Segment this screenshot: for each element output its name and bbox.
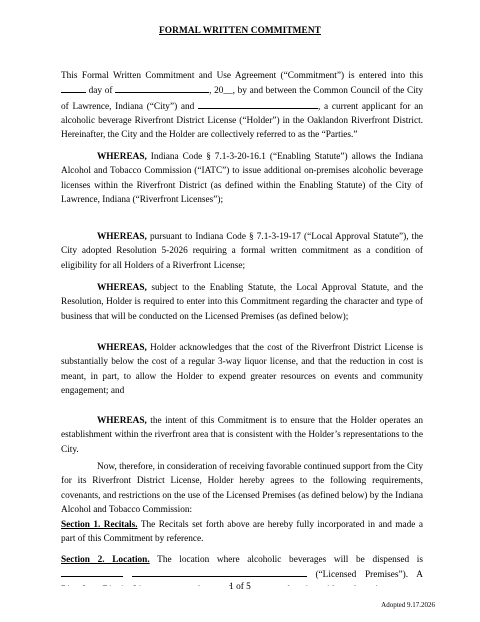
whereas-paragraph-2: [61, 230, 423, 273]
day-blank: [61, 83, 86, 93]
whereas-paragraph-3: [61, 281, 423, 324]
holder-name-blank: [198, 99, 318, 109]
document-title: FORMAL WRITTEN COMMITMENT: [159, 26, 321, 36]
month-blank: [115, 83, 209, 93]
whereas-text: subject to the Enabling Statute, the Local Approval Statute, and the Resolution, Holder is required to enter into this Commitment regarding the character and type of business that will be conducted on the Licensed Premises (as defined below);: [61, 283, 423, 322]
whereas-text: the intent of this Commitment is to ensure that the Holder operates an establishment within the riverfront area that is consistent with the Holder’s representations to the City.: [61, 416, 423, 455]
whereas-lead: WHEREAS,: [97, 152, 147, 162]
intro-paragraph: [61, 69, 423, 142]
intro-text-c: , 20__, by and between the Common Council of the City of Lawrence, Indiana (“City”) and: [61, 86, 424, 112]
section-2-text-a: The location where alcoholic beverages will be dispensed is: [149, 555, 423, 565]
intro-text-a: This Formal Written Commitment and Use Agreement (“Commitment”) is entered into this: [61, 71, 423, 81]
location-blank-1: [61, 567, 123, 577]
section-1-text: The Recitals set forth above are hereby fully incorporated in and made a part of this Commitment by reference.: [61, 520, 423, 545]
whereas-paragraph-4: [61, 341, 423, 398]
section-1-paragraph: [61, 518, 423, 547]
whereas-lead: WHEREAS,: [97, 343, 147, 353]
section-2-heading: Section 2. Location.: [61, 555, 150, 565]
whereas-text: pursuant to Indiana Code § 7.1-3-19-17 (“Local Approval Statute”), the City adopted Resolution 5-2026 requiring a formal written commitment as a condition of eligibility for all Holders of a Riverfront License;: [61, 232, 423, 271]
whereas-lead: WHEREAS,: [97, 283, 147, 293]
now-therefore-paragraph: Now, therefore, in consideration of receiving favorable continued support from the City for its Riverfront District License, Holder hereby agrees to the following requirements, covenants, and restrictions on the use of the Licensed Premises (as defined below) by the Indiana Alcohol and Tobacco Commission:: [61, 462, 423, 515]
adopted-date: Adopted 9.17.2026: [381, 601, 435, 609]
intro-text-d: , a current applicant for an alcoholic beverage Riverfront District License (“Holder”) in the Oaklandon Riverfront District. Hereinafter, the City and the Holder are collectively referred to as the “Parties.”: [61, 101, 423, 141]
whereas-text: Holder acknowledges that the cost of the Riverfront District License is substantially below the cost of a regular 3-way liquor license, and that the reduction in cost is meant, in part, to allow the Holder to expend greater resources on events and community engagement; and: [61, 343, 423, 396]
intro-text-b: day of: [88, 86, 113, 97]
whereas-lead: WHEREAS,: [97, 416, 147, 426]
whereas-lead: WHEREAS,: [97, 232, 147, 242]
whereas-paragraph-1: [61, 150, 423, 207]
section-2-text-b: (“Licensed Premises”). A: [315, 570, 423, 581]
whereas-paragraph-5: [61, 414, 423, 457]
page-number: 1 of 5: [229, 582, 251, 592]
section-1-heading: Section 1. Recitals.: [61, 520, 138, 530]
location-blank-2: [132, 567, 307, 577]
whereas-text: Indiana Code § 7.1-3-20-16.1 (“Enabling Statute”) allows the Indiana Alcohol and Tobacco Commission (“IATC”) to issue additional on-premises alcoholic beverage licenses within the Riverfront District (as defined within the Enabling Statute) of the City of Lawrence, Indiana (“Riverfront Licenses”);: [61, 152, 423, 205]
